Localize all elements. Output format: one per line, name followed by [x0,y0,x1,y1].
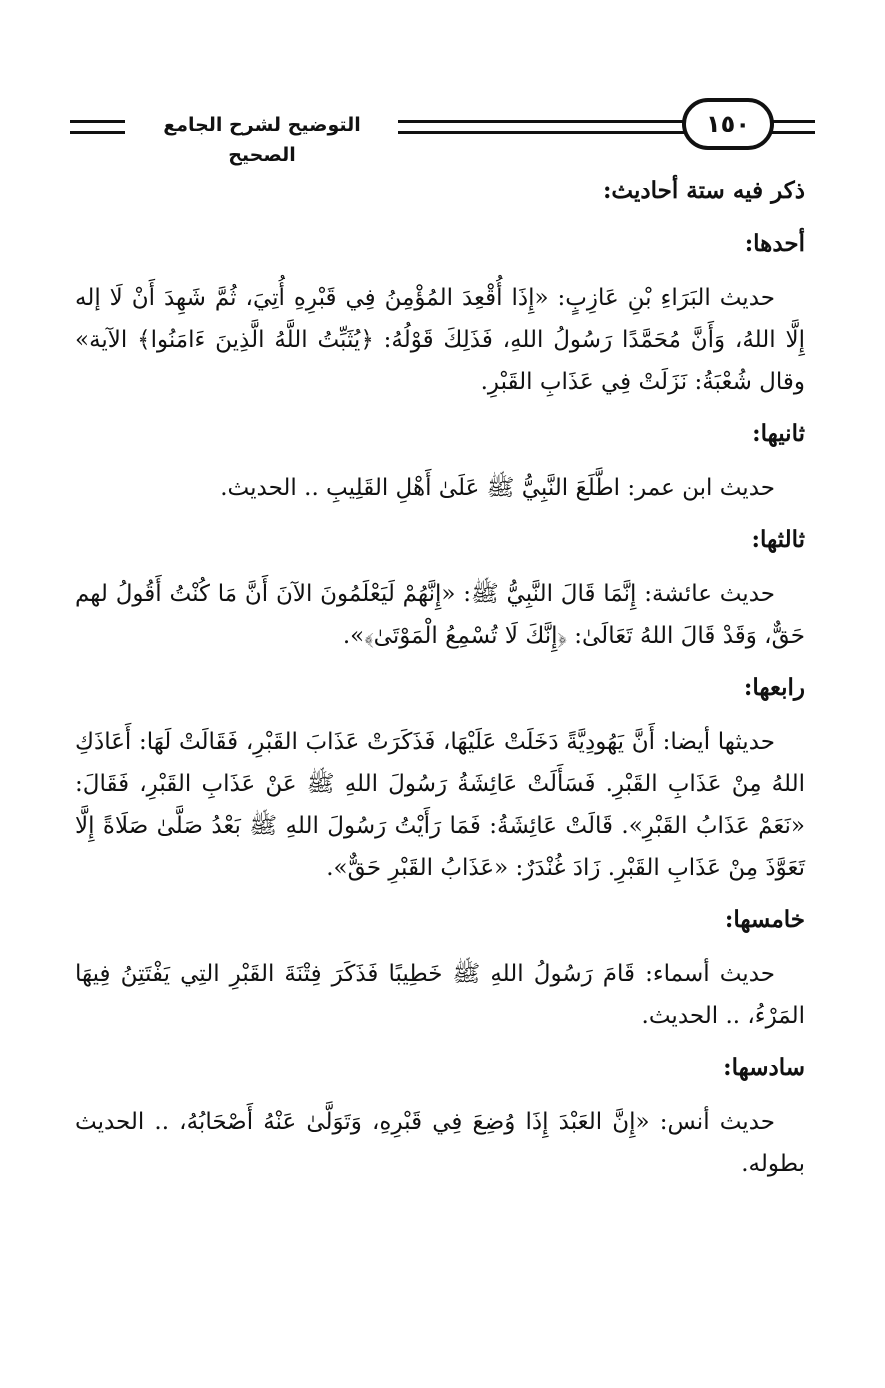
section-paragraph: حديث عائشة: إِنَّمَا قَالَ النَّبِيُّ ﷺ: «إِنَّهُمْ لَيَعْلَمُونَ الآنَ أَنَّ مَا كُنْتُ أَقُولُ لهم حَقٌّ، وَقَدْ قَالَ اللهُ تَعَالَىٰ: ﴿إِنَّكَ لَا تُسْمِعُ الْمَوْتَىٰ﴾». [75,581,805,649]
header-rule-middle [398,120,686,134]
section-paragraph: حديث ابن عمر: اطَّلَعَ النَّبِيُّ ﷺ عَلَىٰ أَهْلِ القَلِيبِ .. الحديث. [220,475,775,501]
section-paragraph: حديث أنس: «إِنَّ العَبْدَ إِذَا وُضِعَ فِي قَبْرِهِ، وَتَوَلَّىٰ عَنْهُ أَصْحَابُهُ، .. الحديث بطوله. [75,1109,805,1177]
section-heading: خامسها: [724,906,805,933]
section-paragraph: حديث أسماء: قَامَ رَسُولُ اللهِ ﷺ خَطِيبًا فَذَكَرَ فِتْنَةَ القَبْرِ التِي يَفْتَتِنُ فِيهَا المَرْءُ، .. الحديث. [75,961,805,1029]
running-header [70,96,815,166]
section-heading: ثالثها: [751,526,805,553]
section-heading: ثانيها: [752,420,805,447]
section-heading: أحدها: [744,230,805,257]
section-heading: سادسها: [723,1054,805,1081]
page-number-frame [682,98,774,150]
section-paragraph: حديث البَرَاءِ بْنِ عَازِبٍ: «إِذَا أُقْعِدَ المُؤْمِنُ فِي قَبْرِهِ أُتِيَ، ثُمَّ شَهِدَ أَنْ لَا إله إِلَّا اللهُ، وَأَنَّ مُحَمَّدًا رَسُولُ اللهِ، فَذَلِكَ قَوْلُهُ: ﴿يُثَبِّتُ اللَّهُ الَّذِينَ ءَامَنُوا﴾ الآية» وقال شُعْبَةُ: نَزَلَتْ فِي عَذَابِ القَبْرِ. [75,285,805,395]
body-text [75,170,805,1195]
running-title: التوضيح لشرح الجامع الصحيح [163,114,361,166]
header-rule-right [770,120,815,134]
intro-line: ذكر فيه ستة أحاديث: [602,177,805,204]
header-rule-left [70,120,125,134]
section-paragraph: حديثها أيضا: أَنَّ يَهُودِيَّةً دَخَلَتْ عَلَيْهَا، فَذَكَرَتْ عَذَابَ القَبْرِ، فَقَالَتْ لَهَا: أَعَاذَكِ اللهُ مِنْ عَذَابِ القَبْرِ. فَسَأَلَتْ عَائِشَةُ رَسُولَ اللهِ ﷺ عَنْ عَذَابِ القَبْرِ، فَقَالَ: «نَعَمْ عَذَابُ القَبْرِ». قَالَتْ عَائِشَةُ: فَمَا رَأَيْتُ رَسُولَ اللهِ ﷺ بَعْدُ صَلَّىٰ صَلَاةً إِلَّا تَعَوَّذَ مِنْ عَذَابِ القَبْرِ. زَادَ غُنْدَرٌ: «عَذَابُ القَبْرِ حَقٌّ». [75,729,805,881]
section-heading: رابعها: [743,674,805,701]
page-number: ١٥٠ [706,110,750,138]
